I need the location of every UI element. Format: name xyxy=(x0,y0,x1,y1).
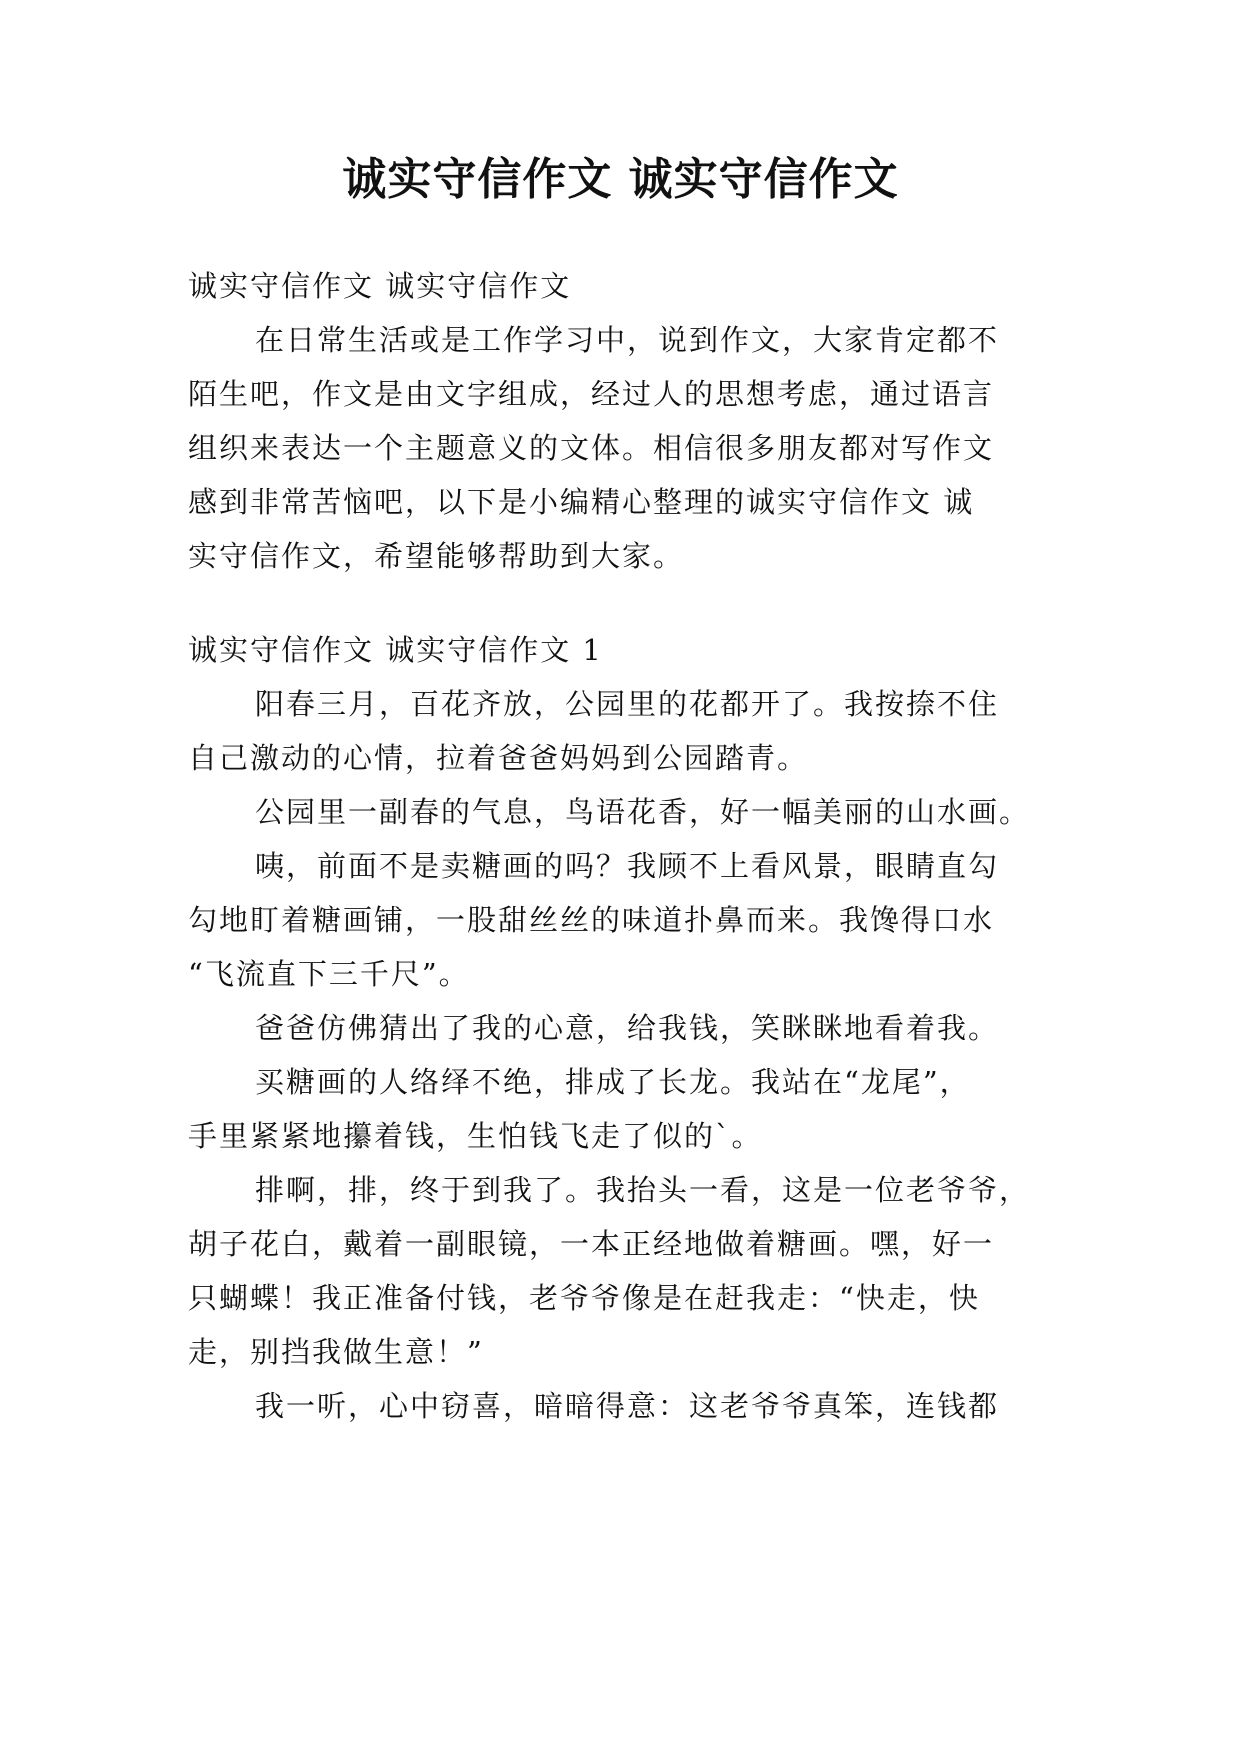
text-line: 排啊，排，终于到我了。我抬头一看，这是一位老爷爷， xyxy=(255,1173,1031,1207)
text-line: 感到非常苦恼吧，以下是小编精心整理的诚实守信作文 诚 xyxy=(188,485,975,519)
text-line: “飞流直下三千尺”。 xyxy=(188,957,470,991)
text-line: 咦，前面不是卖糖画的吗？我顾不上看风景，眼睛直勾 xyxy=(255,849,1000,883)
intro-heading: 诚实守信作文 诚实守信作文 xyxy=(188,269,572,303)
text-line: 只蝴蝶！我正准备付钱，老爷爷像是在赶我走：“快走，快 xyxy=(188,1281,980,1315)
text-line: 公园里一副春的气息，鸟语花香，好一幅美丽的山水画。 xyxy=(255,795,1031,829)
document-title: 诚实守信作文 诚实守信作文 xyxy=(342,154,899,205)
text-line: 实守信作文，希望能够帮助到大家。 xyxy=(188,539,685,573)
text-line: 自己激动的心情，拉着爸爸妈妈到公园踏青。 xyxy=(188,741,809,775)
text-line: 走，别挡我做生意！” xyxy=(188,1335,484,1369)
text-line: 手里紧紧地攥着钱，生怕钱飞走了似的`。 xyxy=(188,1119,763,1153)
text-line: 爸爸仿佛猜出了我的心意，给我钱，笑眯眯地看着我。 xyxy=(255,1011,1000,1045)
text-line: 陌生吧，作文是由文字组成，经过人的思想考虑，通过语言 xyxy=(188,377,995,411)
text-line: 组织来表达一个主题意义的文体。相信很多朋友都对写作文 xyxy=(188,431,995,465)
text-line: 胡子花白，戴着一副眼镜，一本正经地做着糖画。嘿，好一 xyxy=(188,1227,995,1261)
text-line: 在日常生活或是工作学习中，说到作文，大家肯定都不 xyxy=(255,323,1000,357)
text-line: 阳春三月，百花齐放，公园里的花都开了。我按捺不住 xyxy=(255,687,1000,721)
text-line: 买糖画的人络绎不绝，排成了长龙。我站在“龙尾”， xyxy=(255,1065,971,1099)
text-line: 勾地盯着糖画铺，一股甜丝丝的味道扑鼻而来。我馋得口水 xyxy=(188,903,995,937)
text-line: 我一听，心中窃喜，暗暗得意：这老爷爷真笨，连钱都 xyxy=(255,1389,1000,1423)
essay-heading: 诚实守信作文 诚实守信作文 1 xyxy=(188,633,603,667)
